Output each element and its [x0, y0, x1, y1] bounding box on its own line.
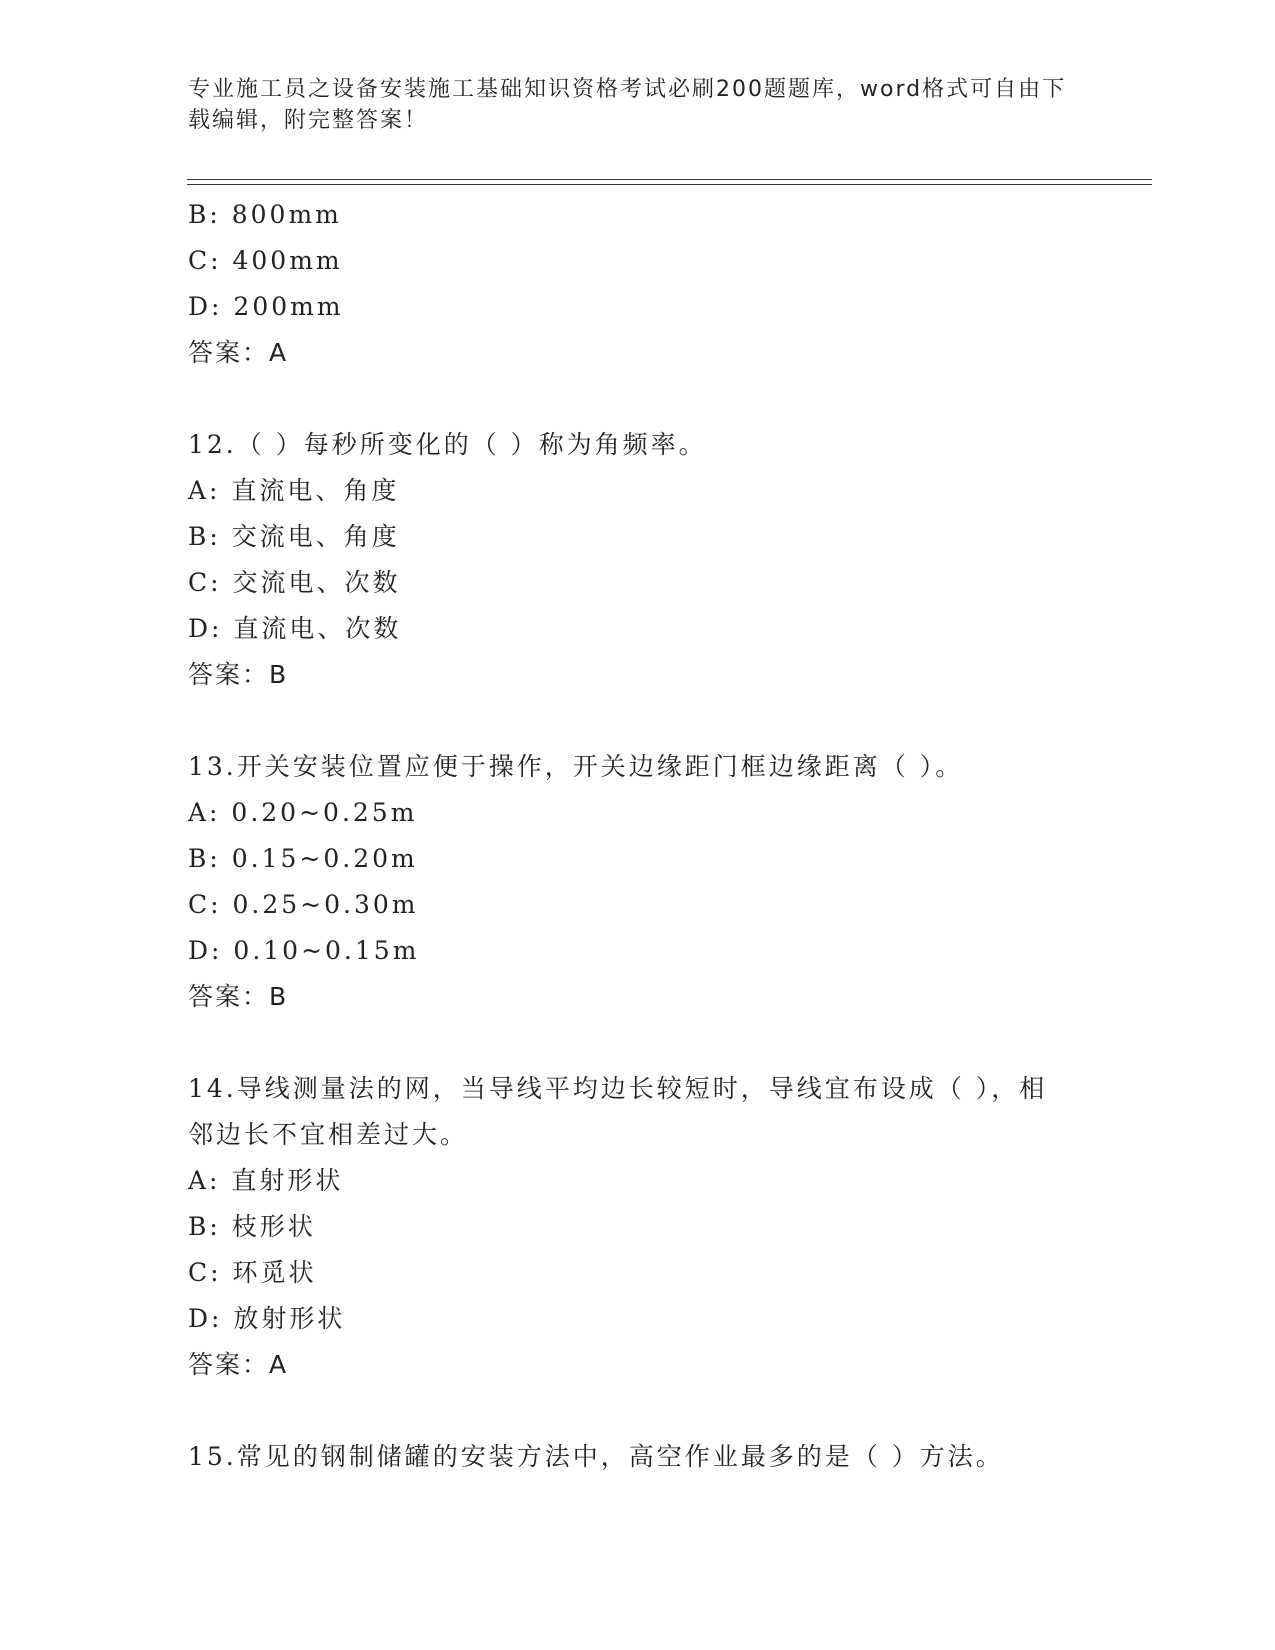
option-b: B: 交流电、角度: [188, 522, 400, 551]
question-12: [188, 422, 1088, 698]
answer-line: 答案：A: [188, 1350, 289, 1379]
question-11-continued: [188, 192, 1088, 376]
answer-line: 答案：B: [188, 660, 289, 689]
question-15: [188, 1434, 1088, 1480]
header-divider-top: [187, 179, 1152, 180]
question-text: 13.开关安装位置应便于操作，开关边缘距门框边缘距离（ ）。: [188, 752, 964, 781]
option-d: D: 放射形状: [188, 1304, 346, 1333]
question-list: [188, 192, 1088, 1480]
option-d: D: 0.10~0.15m: [188, 936, 420, 965]
option-b: B: 0.15~0.20m: [188, 844, 418, 873]
question-text: 12.（ ）每秒所变化的（ ）称为角频率。: [188, 430, 707, 459]
spacer: [188, 1388, 1088, 1434]
option-c: C: 400mm: [188, 246, 343, 275]
spacer: [188, 1020, 1088, 1066]
option-c: C: 交流电、次数: [188, 568, 401, 597]
question-14: [188, 1066, 1088, 1388]
question-13: [188, 744, 1088, 1020]
answer-line: 答案：B: [188, 982, 289, 1011]
option-a: A: 直流电、角度: [188, 476, 400, 505]
question-text: 15.常见的钢制储罐的安装方法中，高空作业最多的是（ ）方法。: [188, 1442, 1004, 1471]
header-divider-bottom: [187, 184, 1152, 185]
spacer: [188, 376, 1088, 422]
option-c: C: 环觅状: [188, 1258, 317, 1287]
option-d: D: 直流电、次数: [188, 614, 402, 643]
option-b: B: 800mm: [188, 200, 342, 229]
spacer: [188, 698, 1088, 744]
option-d: D: 200mm: [188, 292, 344, 321]
option-a: A: 0.20~0.25m: [188, 798, 418, 827]
option-b: B: 枝形状: [188, 1212, 316, 1241]
question-text: 14.导线测量法的网，当导线平均边长较短时，导线宜布设成（ ），相邻边长不宜相差过大。: [188, 1074, 1048, 1149]
option-c: C: 0.25~0.30m: [188, 890, 419, 919]
answer-line: 答案：A: [188, 338, 289, 367]
document-header-title: 专业施工员之设备安装施工基础知识资格考试必刷200题题库，word格式可自由下载编辑，附完整答案！: [188, 77, 1067, 133]
option-a: A: 直射形状: [188, 1166, 344, 1195]
